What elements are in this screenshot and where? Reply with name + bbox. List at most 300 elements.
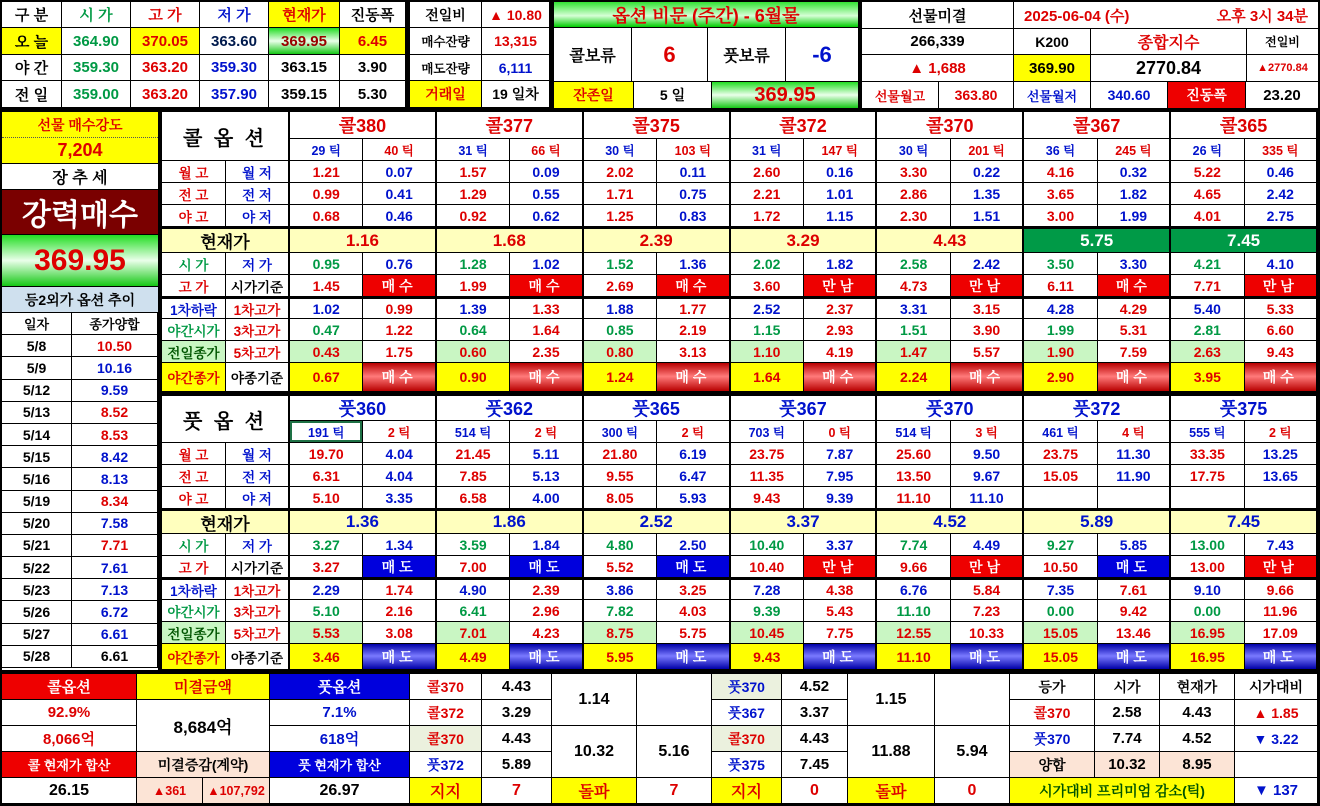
option-cell[interactable]: 10.45	[731, 622, 804, 644]
option-cell[interactable]: 9.43	[731, 644, 804, 670]
option-cell[interactable]: 4.16	[1024, 161, 1097, 183]
option-cell[interactable]: 매수	[804, 363, 877, 392]
otm-date[interactable]: 5/13	[2, 402, 72, 424]
group-a-value[interactable]: 3.29	[482, 700, 552, 726]
option-cell[interactable]: 만남	[804, 275, 877, 297]
option-cell[interactable]: 1.82	[1098, 183, 1171, 205]
option-cell[interactable]: 16.95	[1171, 622, 1244, 644]
option-cell[interactable]: 4.28	[1024, 297, 1097, 319]
option-cell[interactable]: 1.22	[363, 319, 436, 341]
option-cell[interactable]: 1.47	[877, 341, 950, 363]
option-cell[interactable]: 10.50	[1024, 556, 1097, 578]
option-cell[interactable]: 5.22	[1171, 161, 1244, 183]
info-value[interactable]: 19 일차	[482, 81, 550, 108]
option-cell[interactable]: 1.36	[657, 253, 730, 275]
option-cell[interactable]: 10.40	[731, 556, 804, 578]
tick-cell[interactable]: 3 틱	[951, 421, 1024, 443]
option-cell[interactable]: 4.19	[804, 341, 877, 363]
group-b-value[interactable]: 7.45	[782, 752, 848, 778]
option-cell[interactable]: 13.25	[1245, 443, 1318, 465]
strike-header[interactable]: 풋372	[1024, 396, 1171, 421]
option-cell[interactable]: 3.35	[363, 487, 436, 509]
option-cell[interactable]: 0.75	[657, 183, 730, 205]
option-cell[interactable]: 1.25	[584, 205, 657, 227]
option-cell[interactable]: 4.80	[584, 534, 657, 556]
current-price-cell[interactable]: 4.43	[877, 227, 1024, 253]
option-cell[interactable]: 15.05	[1024, 465, 1097, 487]
option-cell[interactable]: 1.64	[510, 319, 583, 341]
option-cell[interactable]: 5.11	[510, 443, 583, 465]
option-cell[interactable]: 1.15	[804, 205, 877, 227]
tick-cell[interactable]: 0 틱	[804, 421, 877, 443]
current-price-cell[interactable]: 5.89	[1024, 509, 1171, 534]
current-price-cell[interactable]: 3.29	[731, 227, 878, 253]
parity-current[interactable]: 4.43	[1160, 700, 1235, 726]
option-cell[interactable]: 9.39	[804, 487, 877, 509]
option-cell[interactable]: 6.31	[290, 465, 363, 487]
option-cell[interactable]: 5.53	[290, 622, 363, 644]
summary-cell[interactable]: 6.45	[340, 28, 406, 55]
otm-value[interactable]: 8.13	[72, 468, 158, 490]
option-cell[interactable]: 0.95	[290, 253, 363, 275]
option-cell[interactable]: 17.09	[1245, 622, 1318, 644]
strike-header[interactable]: 콜380	[290, 112, 437, 139]
option-cell[interactable]: 1.45	[290, 275, 363, 297]
option-cell[interactable]: 11.10	[877, 600, 950, 622]
option-cell[interactable]: 매도	[657, 556, 730, 578]
parity-diff[interactable]: ▼ 3.22	[1235, 726, 1318, 752]
option-cell[interactable]: 0.41	[363, 183, 436, 205]
info-value[interactable]: 6,111	[482, 55, 550, 81]
option-cell[interactable]: 2.69	[584, 275, 657, 297]
option-cell[interactable]: 매도	[1098, 644, 1171, 670]
tick-cell[interactable]: 300 틱	[584, 421, 657, 443]
option-cell[interactable]: 1.75	[363, 341, 436, 363]
option-cell[interactable]: 2.96	[510, 600, 583, 622]
option-cell[interactable]: 1.77	[657, 297, 730, 319]
summary-cell[interactable]: 359.15	[269, 81, 340, 108]
current-price-cell[interactable]: 5.75	[1024, 227, 1171, 253]
group-b-half[interactable]: 5.94	[935, 726, 1010, 778]
strike-header[interactable]: 콜377	[437, 112, 584, 139]
option-cell[interactable]: 0.46	[1245, 161, 1318, 183]
strike-header[interactable]: 콜367	[1024, 112, 1171, 139]
option-cell[interactable]: 7.43	[1245, 534, 1318, 556]
option-cell[interactable]: 25.60	[877, 443, 950, 465]
option-cell[interactable]: 만남	[951, 275, 1024, 297]
tick-cell[interactable]: 66 틱	[510, 139, 583, 161]
otm-date[interactable]: 5/26	[2, 601, 72, 623]
option-cell[interactable]: 0.07	[363, 161, 436, 183]
option-cell[interactable]: 1.24	[584, 363, 657, 392]
option-cell[interactable]: 11.10	[951, 487, 1024, 509]
tick-cell[interactable]: 2 틱	[363, 421, 436, 443]
option-cell[interactable]: 1.51	[951, 205, 1024, 227]
put-sum[interactable]: 26.97	[270, 778, 410, 804]
option-cell[interactable]: 매도	[510, 556, 583, 578]
group-b-sum[interactable]: 11.88	[848, 726, 935, 778]
option-cell[interactable]: 3.65	[1024, 183, 1097, 205]
option-cell[interactable]: 5.10	[290, 487, 363, 509]
futures-oi-change[interactable]: ▲ 1,688	[862, 55, 1014, 82]
tick-cell[interactable]: 201 틱	[951, 139, 1024, 161]
strike-header[interactable]: 풋360	[290, 396, 437, 421]
option-cell[interactable]: 1.99	[437, 275, 510, 297]
option-cell[interactable]: 7.61	[1098, 578, 1171, 600]
option-cell[interactable]: 1.35	[951, 183, 1024, 205]
option-cell[interactable]: 1.71	[584, 183, 657, 205]
option-cell[interactable]: 1.90	[1024, 341, 1097, 363]
parity-current[interactable]: 8.95	[1160, 752, 1235, 778]
otm-value[interactable]: 6.72	[72, 601, 158, 623]
summary-cell[interactable]: 359.30	[200, 55, 269, 81]
summary-cell[interactable]: 363.20	[131, 55, 200, 81]
option-cell[interactable]: 매수	[1098, 275, 1171, 297]
option-cell[interactable]: 0.92	[437, 205, 510, 227]
option-cell[interactable]: 3.30	[877, 161, 950, 183]
option-cell[interactable]: 0.22	[951, 161, 1024, 183]
tick-cell[interactable]: 2 틱	[510, 421, 583, 443]
option-cell[interactable]: 3.50	[1024, 253, 1097, 275]
otm-date[interactable]: 5/28	[2, 646, 72, 668]
option-cell[interactable]: 매도	[657, 644, 730, 670]
option-cell[interactable]	[1245, 487, 1318, 509]
tick-cell[interactable]: 191 틱	[290, 421, 363, 443]
option-cell[interactable]: 1.64	[731, 363, 804, 392]
option-cell[interactable]: 0.47	[290, 319, 363, 341]
option-cell[interactable]: 7.82	[584, 600, 657, 622]
strike-header[interactable]: 콜365	[1171, 112, 1318, 139]
option-cell[interactable]: 3.90	[951, 319, 1024, 341]
tick-cell[interactable]: 703 틱	[731, 421, 804, 443]
option-cell[interactable]: 1.39	[437, 297, 510, 319]
info-value[interactable]: 13,315	[482, 28, 550, 55]
option-cell[interactable]: 7.71	[1171, 275, 1244, 297]
group-b-value[interactable]: 4.52	[782, 674, 848, 700]
option-cell[interactable]: 9.27	[1024, 534, 1097, 556]
option-cell[interactable]: 5.13	[510, 465, 583, 487]
option-cell[interactable]: 매수	[510, 275, 583, 297]
strike-header[interactable]: 콜370	[877, 112, 1024, 139]
otm-date[interactable]: 5/8	[2, 335, 72, 357]
tick-cell[interactable]: 335 틱	[1245, 139, 1318, 161]
oi-amount[interactable]: 8,684억	[137, 700, 270, 752]
group-b-support-value[interactable]: 0	[782, 778, 848, 804]
option-cell[interactable]: 1.02	[290, 297, 363, 319]
current-price-cell[interactable]: 1.36	[290, 509, 437, 534]
option-cell[interactable]: 2.19	[657, 319, 730, 341]
summary-cell[interactable]: 369.95	[269, 28, 340, 55]
option-cell[interactable]: 0.55	[510, 183, 583, 205]
option-cell[interactable]: 1.02	[510, 253, 583, 275]
tick-cell[interactable]: 147 틱	[804, 139, 877, 161]
option-cell[interactable]: 13.50	[877, 465, 950, 487]
current-price-cell[interactable]: 7.45	[1171, 227, 1318, 253]
option-cell[interactable]: 23.75	[1024, 443, 1097, 465]
range-value[interactable]: 23.20	[1263, 86, 1301, 104]
option-cell[interactable]: 1.10	[731, 341, 804, 363]
group-b-strike[interactable]: 콜370	[712, 726, 782, 752]
otm-value[interactable]: 10.16	[72, 357, 158, 379]
option-cell[interactable]	[1098, 487, 1171, 509]
tick-cell[interactable]: 514 틱	[877, 421, 950, 443]
strike-header[interactable]: 풋370	[877, 396, 1024, 421]
otm-value[interactable]: 8.34	[72, 491, 158, 513]
option-cell[interactable]: 4.04	[363, 465, 436, 487]
option-cell[interactable]: 1.82	[804, 253, 877, 275]
option-cell[interactable]: 5.57	[951, 341, 1024, 363]
option-cell[interactable]: 0.46	[363, 205, 436, 227]
oi-change-contracts[interactable]: ▲361	[137, 778, 203, 804]
option-cell[interactable]: 3.25	[657, 578, 730, 600]
option-cell[interactable]: 매수	[657, 275, 730, 297]
option-cell[interactable]: 매도	[1245, 644, 1318, 670]
option-cell[interactable]: 매수	[1098, 363, 1171, 392]
call-ratio[interactable]: 92.9%	[2, 700, 137, 726]
parity-diff[interactable]	[1235, 752, 1318, 778]
option-cell[interactable]: 11.10	[877, 644, 950, 670]
otm-value[interactable]: 7.58	[72, 513, 158, 535]
option-cell[interactable]: 0.32	[1098, 161, 1171, 183]
otm-value[interactable]: 6.61	[72, 624, 158, 646]
option-cell[interactable]: 17.75	[1171, 465, 1244, 487]
option-cell[interactable]: 2.35	[510, 341, 583, 363]
option-cell[interactable]: 5.52	[584, 556, 657, 578]
option-cell[interactable]: 4.10	[1245, 253, 1318, 275]
option-cell[interactable]	[1171, 487, 1244, 509]
option-cell[interactable]: 0.99	[290, 183, 363, 205]
spot-price[interactable]: 369.95	[712, 82, 858, 108]
option-cell[interactable]: 1.01	[804, 183, 877, 205]
option-cell[interactable]: 7.00	[437, 556, 510, 578]
option-cell[interactable]: 9.50	[951, 443, 1024, 465]
option-cell[interactable]: 0.67	[290, 363, 363, 392]
otm-date[interactable]: 5/22	[2, 557, 72, 579]
option-cell[interactable]: 4.21	[1171, 253, 1244, 275]
call-hold-value[interactable]: 6	[632, 28, 708, 82]
tick-cell[interactable]: 103 틱	[657, 139, 730, 161]
option-cell[interactable]: 1.84	[510, 534, 583, 556]
option-cell[interactable]: 4.03	[657, 600, 730, 622]
summary-cell[interactable]: 370.05	[131, 28, 200, 55]
option-cell[interactable]: 5.31	[1098, 319, 1171, 341]
kospi-diff-value[interactable]: ▲2770.84	[1247, 55, 1318, 82]
option-cell[interactable]: 0.62	[510, 205, 583, 227]
option-cell[interactable]: 4.65	[1171, 183, 1244, 205]
group-b-strike[interactable]: 풋370	[712, 674, 782, 700]
option-cell[interactable]: 4.49	[437, 644, 510, 670]
futures-month-high[interactable]: 363.80	[939, 82, 1014, 108]
option-cell[interactable]: 15.05	[1024, 644, 1097, 670]
futures-oi-value[interactable]: 266,339	[862, 29, 1014, 55]
option-cell[interactable]: 0.76	[363, 253, 436, 275]
current-price-cell[interactable]: 1.86	[437, 509, 584, 534]
option-cell[interactable]: 16.95	[1171, 644, 1244, 670]
option-cell[interactable]: 4.29	[1098, 297, 1171, 319]
option-cell[interactable]: 6.19	[657, 443, 730, 465]
option-cell[interactable]	[1024, 487, 1097, 509]
group-a-strike[interactable]: 콜370	[410, 674, 482, 700]
option-cell[interactable]: 2.02	[584, 161, 657, 183]
tick-cell[interactable]: 2 틱	[1245, 421, 1318, 443]
call-sum[interactable]: 26.15	[2, 778, 137, 804]
strike-header[interactable]: 콜375	[584, 112, 731, 139]
option-cell[interactable]: 6.11	[1024, 275, 1097, 297]
option-cell[interactable]: 만남	[951, 556, 1024, 578]
option-cell[interactable]: 8.75	[584, 622, 657, 644]
option-cell[interactable]: 2.16	[363, 600, 436, 622]
option-cell[interactable]: 9.66	[877, 556, 950, 578]
option-cell[interactable]: 매도	[1098, 556, 1171, 578]
option-cell[interactable]: 7.59	[1098, 341, 1171, 363]
option-cell[interactable]: 3.15	[951, 297, 1024, 319]
tick-cell[interactable]: 36 틱	[1024, 139, 1097, 161]
option-cell[interactable]: 3.86	[584, 578, 657, 600]
parity-open[interactable]: 10.32	[1095, 752, 1160, 778]
option-cell[interactable]: 11.35	[731, 465, 804, 487]
option-cell[interactable]: 2.93	[804, 319, 877, 341]
option-cell[interactable]: 매도	[363, 644, 436, 670]
current-price-cell[interactable]: 1.16	[290, 227, 437, 253]
option-cell[interactable]: 0.09	[510, 161, 583, 183]
option-cell[interactable]: 13.65	[1245, 465, 1318, 487]
parity-diff[interactable]: ▲ 1.85	[1235, 700, 1318, 726]
option-cell[interactable]: 13.46	[1098, 622, 1171, 644]
current-price-cell[interactable]: 2.52	[584, 509, 731, 534]
option-cell[interactable]: 1.34	[363, 534, 436, 556]
kospi-value[interactable]: 2770.84	[1091, 55, 1247, 82]
option-cell[interactable]: 1.15	[731, 319, 804, 341]
option-cell[interactable]: 6.47	[657, 465, 730, 487]
option-cell[interactable]: 7.87	[804, 443, 877, 465]
oi-change-amount[interactable]: ▲107,792	[203, 778, 270, 804]
parity-strike[interactable]: 풋370	[1010, 726, 1095, 752]
tick-cell[interactable]: 31 틱	[437, 139, 510, 161]
option-cell[interactable]: 3.37	[804, 534, 877, 556]
otm-date[interactable]: 5/20	[2, 513, 72, 535]
option-cell[interactable]: 11.96	[1245, 600, 1318, 622]
otm-date[interactable]: 5/14	[2, 424, 72, 446]
put-hold-value[interactable]: -6	[786, 28, 858, 82]
option-cell[interactable]: 3.27	[290, 534, 363, 556]
option-cell[interactable]: 9.55	[584, 465, 657, 487]
option-cell[interactable]: 만남	[1245, 556, 1318, 578]
futures-strength-value[interactable]: 7,204	[2, 138, 158, 164]
otm-date[interactable]: 5/23	[2, 579, 72, 601]
group-a-strike[interactable]: 콜372	[410, 700, 482, 726]
group-b-spread1[interactable]: 1.15	[848, 674, 935, 726]
option-cell[interactable]: 2.52	[731, 297, 804, 319]
option-cell[interactable]: 5.85	[1098, 534, 1171, 556]
otm-value[interactable]: 7.71	[72, 535, 158, 557]
premium-decrease-value[interactable]: ▼ 137	[1235, 778, 1318, 804]
option-cell[interactable]: 3.30	[1098, 253, 1171, 275]
option-cell[interactable]: 1.57	[437, 161, 510, 183]
option-cell[interactable]: 6.58	[437, 487, 510, 509]
option-cell[interactable]: 2.58	[877, 253, 950, 275]
current-price-cell[interactable]: 3.37	[731, 509, 878, 534]
parity-current[interactable]: 4.52	[1160, 726, 1235, 752]
option-cell[interactable]: 만남	[1245, 275, 1318, 297]
otm-date[interactable]: 5/27	[2, 624, 72, 646]
option-cell[interactable]: 0.60	[437, 341, 510, 363]
group-b-strike[interactable]: 풋375	[712, 752, 782, 778]
option-cell[interactable]: 0.00	[1171, 600, 1244, 622]
group-a-value[interactable]: 4.43	[482, 726, 552, 752]
strike-header[interactable]: 풋367	[731, 396, 878, 421]
option-cell[interactable]: 2.50	[657, 534, 730, 556]
summary-cell[interactable]: 359.00	[62, 81, 131, 108]
tick-cell[interactable]: 245 틱	[1098, 139, 1171, 161]
parity-open[interactable]: 7.74	[1095, 726, 1160, 752]
option-cell[interactable]: 9.66	[1245, 578, 1318, 600]
option-cell[interactable]: 1.74	[363, 578, 436, 600]
parity-strike[interactable]: 콜370	[1010, 700, 1095, 726]
summary-cell[interactable]: 363.20	[131, 81, 200, 108]
option-cell[interactable]: 2.60	[731, 161, 804, 183]
option-cell[interactable]: 6.41	[437, 600, 510, 622]
option-cell[interactable]: 19.70	[290, 443, 363, 465]
option-cell[interactable]: 33.35	[1171, 443, 1244, 465]
option-cell[interactable]: 4.73	[877, 275, 950, 297]
otm-date[interactable]: 5/12	[2, 380, 72, 402]
option-cell[interactable]: 1.29	[437, 183, 510, 205]
option-cell[interactable]: 3.46	[290, 644, 363, 670]
remain-days-value[interactable]: 5 일	[634, 82, 712, 108]
summary-cell[interactable]: 5.30	[340, 81, 406, 108]
tick-cell[interactable]: 31 틱	[731, 139, 804, 161]
option-cell[interactable]: 1.52	[584, 253, 657, 275]
option-cell[interactable]: 11.10	[877, 487, 950, 509]
group-a-break-value[interactable]: 7	[637, 778, 712, 804]
group-a-value[interactable]: 4.43	[482, 674, 552, 700]
option-cell[interactable]: 3.00	[1024, 205, 1097, 227]
tick-cell[interactable]: 40 틱	[363, 139, 436, 161]
option-cell[interactable]: 7.01	[437, 622, 510, 644]
option-cell[interactable]: 0.11	[657, 161, 730, 183]
option-cell[interactable]: 21.80	[584, 443, 657, 465]
otm-date[interactable]: 5/19	[2, 491, 72, 513]
option-cell[interactable]: 13.00	[1171, 534, 1244, 556]
otm-value[interactable]: 6.61	[72, 646, 158, 668]
option-cell[interactable]: 4.01	[1171, 205, 1244, 227]
option-cell[interactable]: 11.90	[1098, 465, 1171, 487]
tick-cell[interactable]: 30 틱	[877, 139, 950, 161]
option-cell[interactable]: 매도	[363, 556, 436, 578]
option-cell[interactable]: 4.49	[951, 534, 1024, 556]
option-cell[interactable]: 2.29	[290, 578, 363, 600]
option-cell[interactable]: 2.30	[877, 205, 950, 227]
summary-cell[interactable]: 3.90	[340, 55, 406, 81]
option-cell[interactable]: 0.43	[290, 341, 363, 363]
option-cell[interactable]: 1.72	[731, 205, 804, 227]
group-b-value[interactable]: 3.37	[782, 700, 848, 726]
summary-cell[interactable]: 364.90	[62, 28, 131, 55]
option-cell[interactable]: 7.75	[804, 622, 877, 644]
option-cell[interactable]: 7.35	[1024, 578, 1097, 600]
option-cell[interactable]: 2.39	[510, 578, 583, 600]
otm-value[interactable]: 8.52	[72, 402, 158, 424]
option-cell[interactable]: 7.95	[804, 465, 877, 487]
option-cell[interactable]: 2.21	[731, 183, 804, 205]
option-cell[interactable]: 매수	[951, 363, 1024, 392]
group-a-sum[interactable]: 10.32	[552, 726, 637, 778]
tick-cell[interactable]: 26 틱	[1171, 139, 1244, 161]
strike-header[interactable]: 풋362	[437, 396, 584, 421]
summary-cell[interactable]: 357.90	[200, 81, 269, 108]
option-cell[interactable]: 1.28	[437, 253, 510, 275]
option-cell[interactable]: 9.43	[731, 487, 804, 509]
